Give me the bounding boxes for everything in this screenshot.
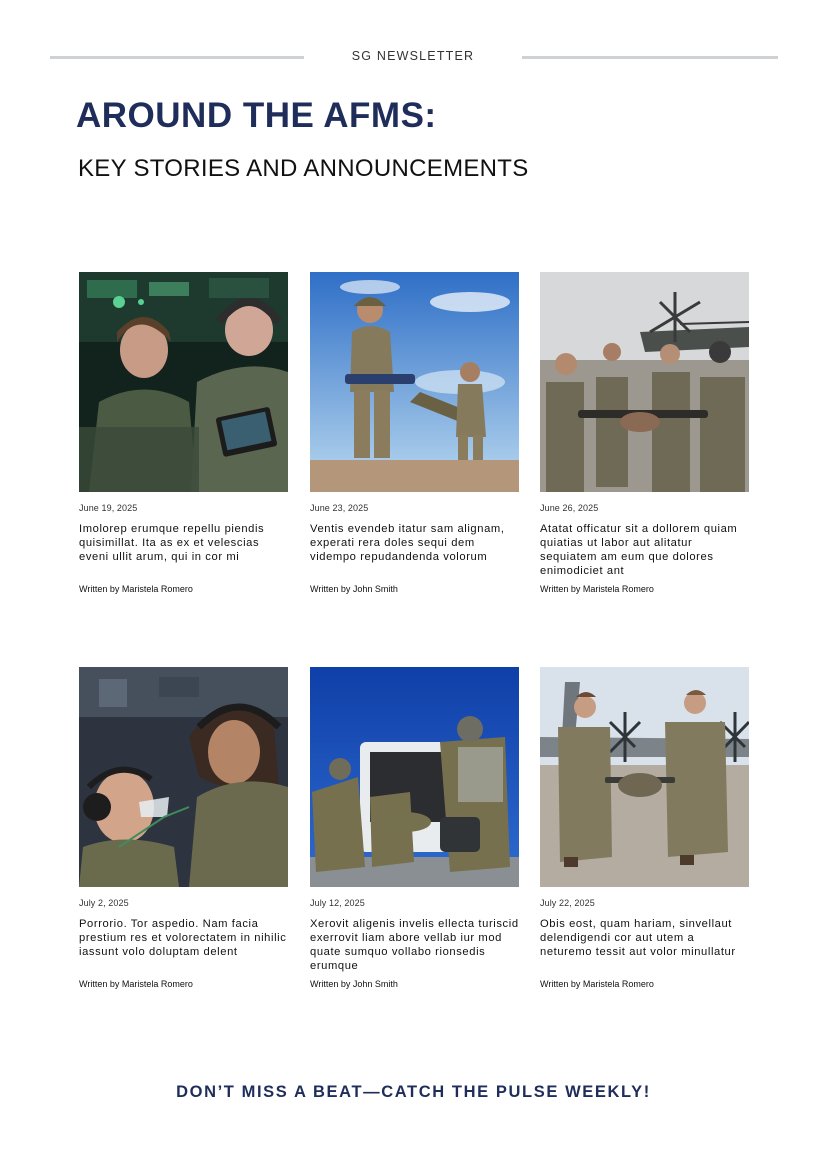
story-photo[interactable] xyxy=(540,272,749,492)
masthead-rule-left xyxy=(50,56,304,59)
page-title: AROUND THE AFMS: xyxy=(76,96,437,135)
page-subtitle: KEY STORIES AND ANNOUNCEMENTS xyxy=(78,155,529,182)
story-blurb[interactable]: Xerovit aligenis invelis ellecta turiscid exerrovit liam abore vellab iur mod quate sumquo vollabo rionsedis erumque xyxy=(310,918,519,972)
story-byline: Written by Maristela Romero xyxy=(79,584,193,594)
masthead-rule-right xyxy=(522,56,778,59)
story-photo[interactable] xyxy=(540,667,749,887)
story-card[interactable] xyxy=(310,272,519,594)
story-blurb[interactable]: Atatat officatur sit a dollorem quiam quiatias ut labor aut alitatur sequiatem am eum que dolores enimodiciet ant xyxy=(540,523,738,577)
footer-tagline: DON’T MISS A BEAT—CATCH THE PULSE WEEKLY! xyxy=(176,1083,651,1101)
story-card[interactable] xyxy=(540,272,749,594)
story-card[interactable] xyxy=(540,667,749,989)
masthead-label: SG NEWSLETTER xyxy=(351,49,475,63)
story-card[interactable] xyxy=(310,667,519,989)
story-date: July 12, 2025 xyxy=(310,898,365,908)
story-photo[interactable] xyxy=(79,272,288,492)
story-card[interactable] xyxy=(79,272,288,594)
story-date: July 22, 2025 xyxy=(540,898,595,908)
story-byline: Written by John Smith xyxy=(310,979,398,989)
story-card[interactable] xyxy=(79,667,288,989)
story-photo[interactable] xyxy=(310,272,519,492)
story-byline: Written by Maristela Romero xyxy=(540,584,654,594)
story-date: June 23, 2025 xyxy=(310,503,369,513)
story-blurb[interactable]: Obis eost, quam hariam, sinvellaut delendigendi cor aut utem a neturemo tessit aut volor minullatur xyxy=(540,918,736,958)
story-date: June 26, 2025 xyxy=(540,503,599,513)
story-photo[interactable] xyxy=(310,667,519,887)
story-date: July 2, 2025 xyxy=(79,898,129,908)
story-byline: Written by John Smith xyxy=(310,584,398,594)
story-blurb[interactable]: Imolorep erumque repellu piendis quisimillat. Ita as ex et velescias eveni ullit arum, qui in cor mi xyxy=(79,523,265,563)
story-blurb[interactable]: Ventis evendeb itatur sam alignam, experati rera doles sequi dem vidempo repudandenda volorum xyxy=(310,523,505,563)
story-byline: Written by Maristela Romero xyxy=(79,979,193,989)
story-blurb[interactable]: Porrorio. Tor aspedio. Nam facia prestium res et volorectatem in nihilic iassunt volo doluptam delent xyxy=(79,918,287,958)
story-byline: Written by Maristela Romero xyxy=(540,979,654,989)
story-photo[interactable] xyxy=(79,667,288,887)
story-date: June 19, 2025 xyxy=(79,503,138,513)
